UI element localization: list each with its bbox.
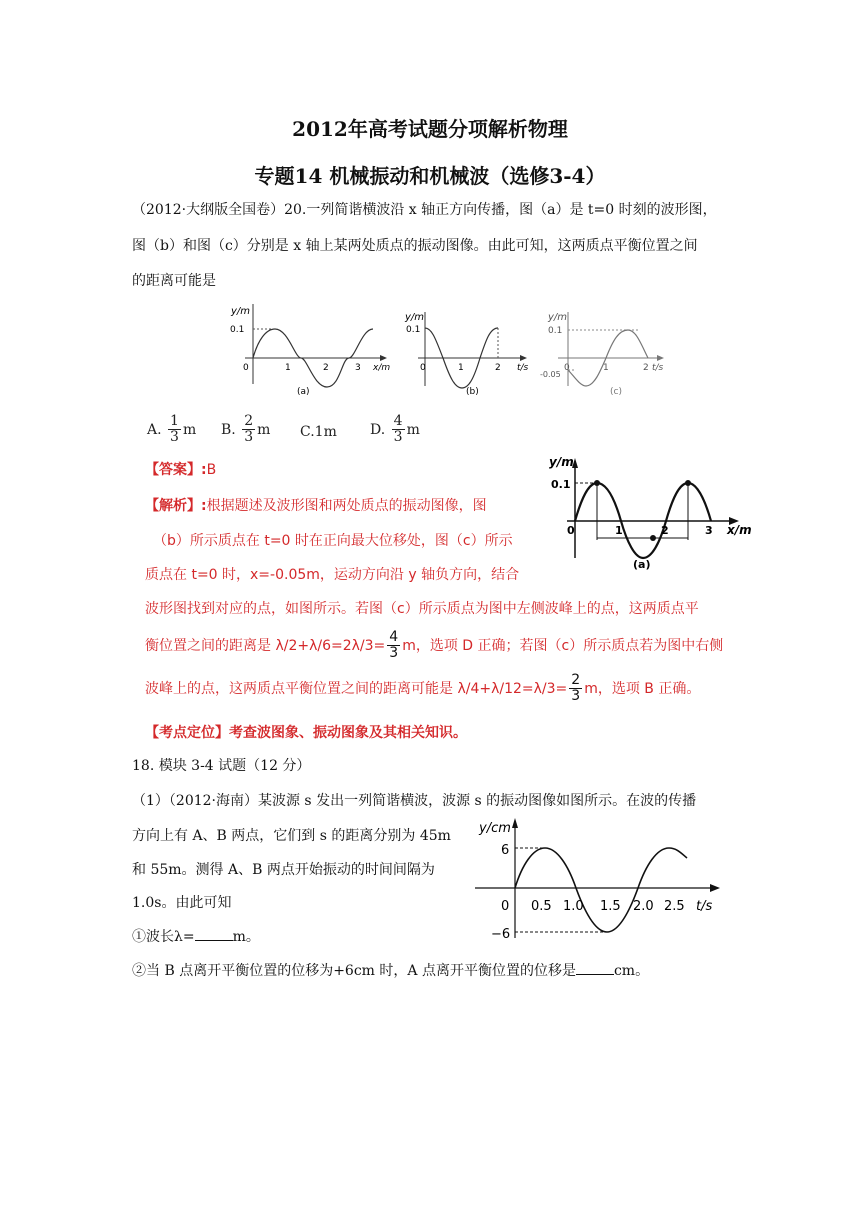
figure-c-ylabel: y/m [548, 312, 568, 323]
figure-c-xlabel: t/s [652, 363, 664, 373]
figure-c-caption: (c) [610, 387, 622, 397]
analysis-line2: （b）所示质点在 t=0 时在正向最大位移处，图（c）所示 [153, 533, 513, 549]
q2-line3: 和 55m。测得 A、B 两点开始振动的时间间隔为 [132, 862, 435, 878]
figure-a-xtick-0: 0 [243, 363, 249, 373]
option-c[interactable]: C.1m [300, 424, 337, 440]
q2-figure [465, 810, 730, 940]
kaodian-line: 【考点定位】考查波图象、振动图象及其相关知识。 [145, 725, 467, 741]
q2-line4: 1.0s。由此可知 [132, 895, 232, 911]
page-title: 2012年高考试题分项解析物理 [292, 117, 568, 141]
figure-a-xtick-1: 1 [285, 363, 291, 373]
figure-a-caption: (a) [297, 387, 310, 397]
q2-heading: 18. 模块 3-4 试题（12 分） [132, 758, 311, 774]
q2-sub1: ①波长λ= m。 [132, 926, 260, 946]
answer-figure-xtick-3: 3 [705, 524, 713, 537]
figure-c-xtick-2: 2 [643, 363, 649, 373]
q2-figure-ylabel: y/cm [479, 821, 511, 836]
analysis-line4: 波形图找到对应的点，如图所示。若图（c）所示质点为图中左侧波峰上的点，这两质点平 [145, 601, 699, 617]
q1-stem-line1: （2012·大纲版全国卷）20.一列简谐横波沿 x 轴正方向传播，图（a）是 t=0 时刻的波形图， [132, 202, 717, 218]
answer-figure-ylabel: y/m [549, 455, 574, 469]
answer-figure-xtick-1: 1 [615, 524, 623, 537]
figure-c-ytick-1: -0.05 [540, 370, 561, 379]
q2-figure-ytick-1: 0 [501, 899, 510, 914]
figure-a-ylabel: y/m [231, 306, 251, 317]
figure-b-caption: (b) [466, 387, 479, 397]
answer-figure-ytick: 0.1 [551, 478, 571, 491]
q2-figure-xtick-4: 2.5 [664, 899, 685, 914]
figure-c-xtick-0: 0 [564, 363, 570, 373]
q2-figure-xtick-0: 0.5 [531, 899, 552, 914]
q2-figure-xtick-2: 1.5 [600, 899, 621, 914]
q2-line2: 方向上有 A、B 两点，它们到 s 的距离分别为 45m [132, 828, 451, 844]
displacement-blank[interactable] [576, 960, 614, 975]
analysis-line1: 【解析】:根据题述及波形图和两处质点的振动图像，图 [145, 498, 487, 514]
q2-figure-xtick-1: 1.0 [563, 899, 584, 914]
figure-b-ylabel: y/m [405, 312, 425, 323]
figure-a-ytick: 0.1 [230, 325, 245, 335]
figure-b-xtick-0: 0 [420, 363, 426, 373]
analysis-line3: 质点在 t=0 时，x=-0.05m，运动方向沿 y 轴负方向，结合 [145, 567, 520, 583]
figure-c-ytick-0: 0.1 [548, 326, 563, 336]
answer-figure-xtick-2: 2 [661, 524, 669, 537]
option-b[interactable]: B. $\frac{2}{3}$ m [221, 413, 271, 446]
figure-c-xtick-1: 1 [603, 363, 609, 373]
analysis-line6: 波峰上的点，这两质点平衡位置之间的距离可能是 λ/4+λ/12=λ/3= $\frac{2}{3}$ m，选项 B 正确。 [145, 672, 701, 705]
figure-c [540, 300, 680, 400]
q2-figure-xlabel: t/s [696, 899, 713, 914]
figure-b-xtick-2: 2 [495, 363, 501, 373]
option-d[interactable]: D. $\frac{4}{3}$ m [370, 413, 420, 446]
answer-figure-xtick-0: 0 [567, 524, 575, 537]
figure-b-xlabel: t/s [517, 363, 529, 373]
page-subtitle: 专题14 机械振动和机械波（选修3-4） [254, 164, 606, 188]
answer-figure [545, 450, 760, 575]
q2-figure-ytick-2: −6 [491, 927, 511, 940]
figure-a-xlabel: x/m [373, 363, 391, 373]
option-a[interactable]: A. $\frac{1}{3}$ m [147, 413, 197, 446]
wavelength-blank[interactable] [195, 926, 233, 941]
q1-stem-line3: 的距离可能是 [132, 273, 216, 289]
figure-b-ytick: 0.1 [406, 325, 421, 335]
figure-a [225, 300, 400, 400]
figure-b-xtick-1: 1 [458, 363, 464, 373]
answer-figure-caption: (a) [633, 558, 651, 571]
q1-stem-line2: 图（b）和图（c）分别是 x 轴上某两处质点的振动图像。由此可知，这两质点平衡位置之间 [132, 238, 698, 254]
q2-line1: （1）（2012·海南）某波源 s 发出一列简谐横波，波源 s 的振动图像如图所示。在波的传播 [132, 793, 697, 809]
answer-figure-xlabel: x/m [727, 523, 752, 537]
figure-a-xtick-3: 3 [355, 363, 361, 373]
figure-b [400, 300, 540, 400]
q2-figure-xtick-3: 2.0 [633, 899, 654, 914]
analysis-line5: 衡位置之间的距离是 λ/2+λ/6=2λ/3= $\frac{4}{3}$ m，选项 D 正确；若图（c）所示质点若为图中右侧 [145, 629, 724, 662]
q2-figure-ytick-0: 6 [501, 843, 510, 858]
q2-sub2: ②当 B 点离开平衡位置的位移为+6cm 时，A 点离开平衡位置的位移是 cm。 [132, 960, 649, 980]
answer-line: 【答案】:B [145, 462, 217, 478]
figure-a-xtick-2: 2 [323, 363, 329, 373]
